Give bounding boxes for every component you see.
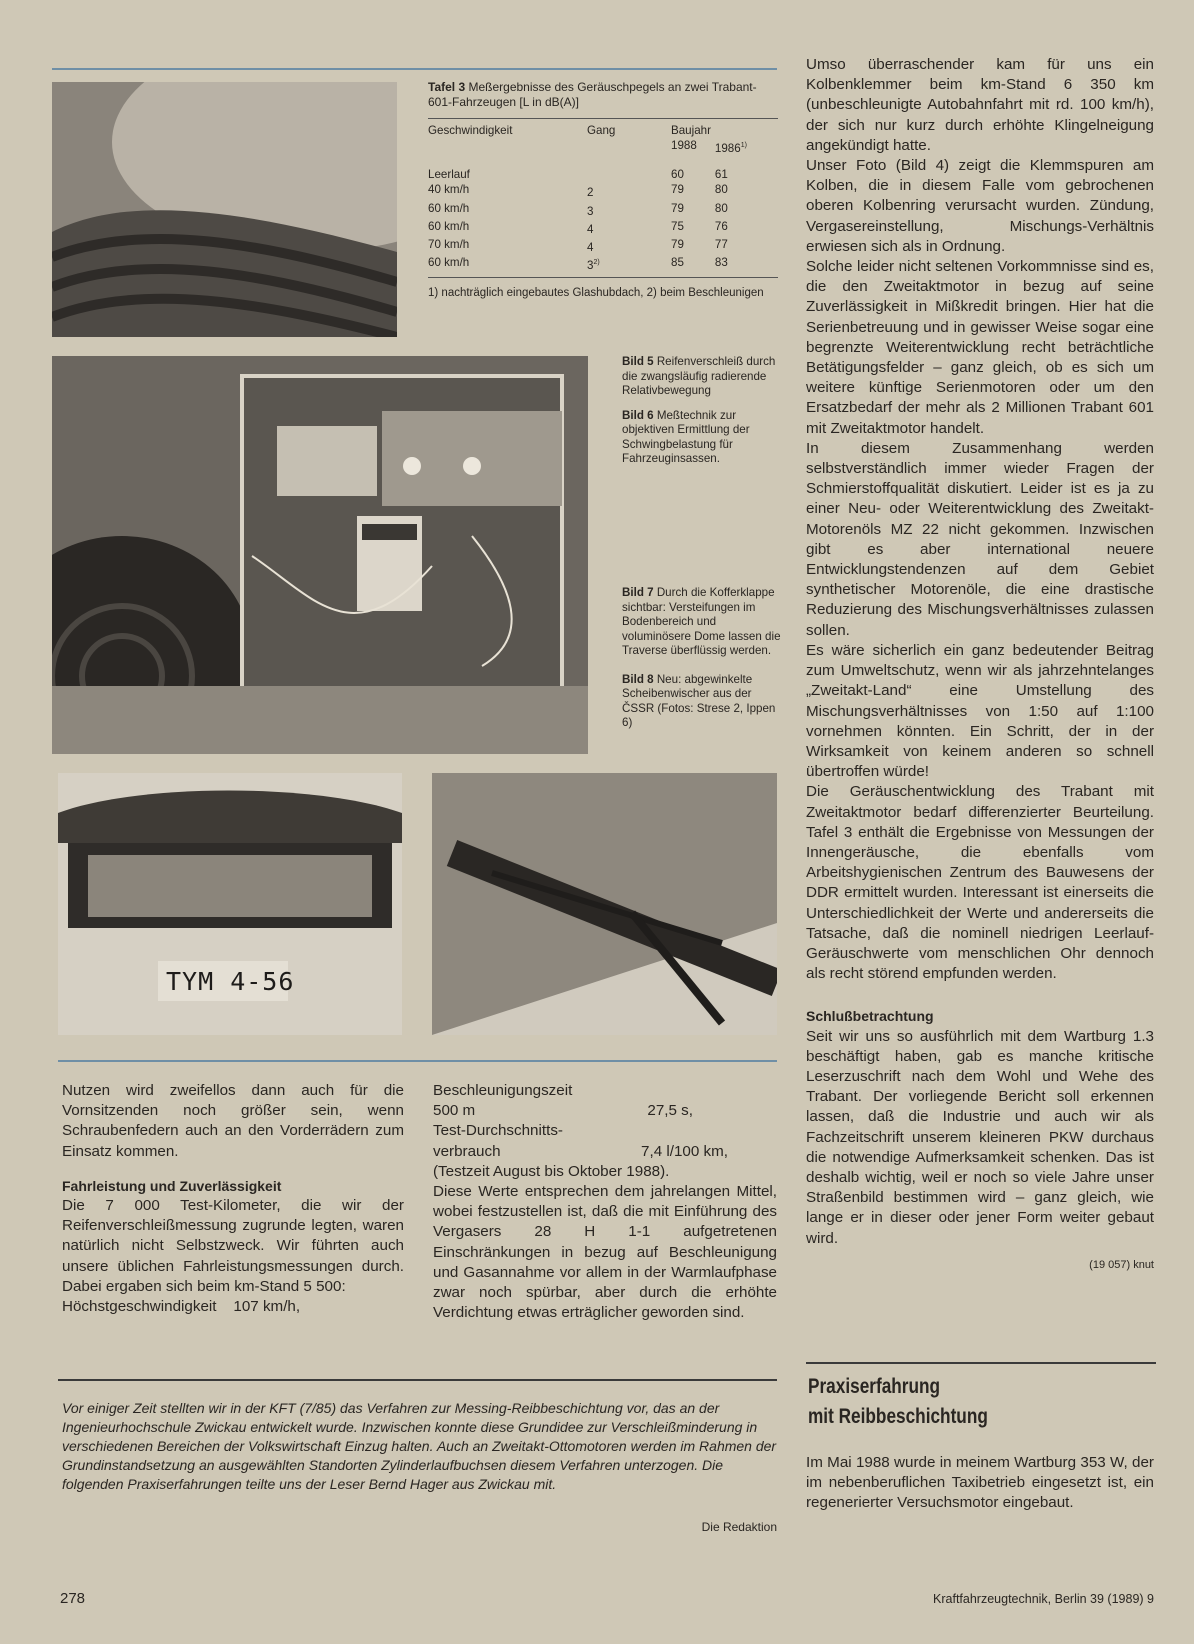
measurement-photo (52, 356, 588, 754)
page-number: 278 (60, 1590, 86, 1607)
right-para-5: Es wäre sicherlich ein ganz bedeutender Beitrag zum Umweltschutz, wenn wir als jahrzehntelanges „Zweitakt-Land“ eine Umstellung des Mischungsverhältnisses von 1:50 auf 1:100 vornehmen könnten. Ein Schritt, der in der Wirksamkeit von keinem anderen so schnell übertroffen würde! (806, 641, 1154, 781)
right-column (806, 55, 1154, 1275)
praxis-text: Im Mai 1988 wurde in meinem Wartburg 353 W, der im nebenberuflichen Taxibetrieb eingesetzt ist, ein regenerierter Versuchsmotor eingebaut. (806, 1454, 1154, 1512)
accel-row: 500 m 27,5 s, (433, 1102, 693, 1120)
caption-bild7: Bild 7 Durch die Kofferklappe sichtbar: Versteifungen im Bodenbereich und voluminösere Dome lassen die Traverse überflüssig werden. (622, 586, 781, 657)
praxis-title-line1: Praxiserfahrung (808, 1375, 941, 1398)
right-para-7: Seit wir uns so ausführlich mit dem Wartburg 1.3 beschäftigt haben, gab es manche kritische Leserzuschrift nach dem Wohl und Wehe des Trabant. Der vorliegende Bericht soll erkennen lassen, daß die Industrie und auch wir als Fachzeitschrift unserem kleineren PKW durchaus die notwendige Aufmerksamkeit schenken. Das ist deshalb wichtig, weil er noch so viele Jahre unser Straßenbild bestimmen wird – ganz gleich, wie lange er in dieser oder jener Form weiter gebaut wird. (806, 1027, 1154, 1247)
table3-body (428, 167, 768, 273)
table3-row (428, 255, 768, 273)
table3-cell-gear (587, 167, 671, 182)
captions-block (622, 355, 782, 477)
table3-cell-v1: 75 (671, 219, 684, 233)
table3-row (428, 201, 768, 219)
measurement-illustration (52, 356, 588, 754)
table3-cell-v1: 79 (671, 237, 684, 251)
tire-photo (52, 82, 397, 337)
consumption-row: verbrauch 7,4 l/100 km, (433, 1142, 728, 1160)
table3-row (428, 167, 768, 182)
table3-cell-v1: 79 (671, 201, 684, 215)
table3-block (428, 80, 778, 301)
table3-title: Meßergebnisse des Geräuschpegels an zwei Trabant-601-Fahrzeugen [L in dB(A)] (428, 80, 757, 109)
table3-row (428, 182, 768, 200)
left-column (62, 1081, 404, 1317)
right-para-6: Die Geräuschentwicklung des Trabant mit Zweitaktmotor bedarf differenzierter Beurteilung. Tafel 3 enthält die Ergebnisse von Messungen der Innengeräusche, die ebenfalls vom Arbeitshygienischen Zentrum des Bauwesens der DDR ermittelt wurden. Interessant ist einerseits die Unterschiedlichkeit der Werte und andererseits die Tatsache, daß die nominell niedrigen Leerlauf-Geräuschwerte vom menschlichen Ohr dennoch als recht störend empfunden werden. (806, 783, 1154, 983)
table3-cell-gear: 4 (587, 240, 594, 254)
right-para-3: Solche leider nicht seltenen Vorkommnisse sind es, die den Zweitaktmotor in bezug auf seine Zuverlässigkeit in Mißkredit bringen. Hier hat die Serienbetreuung und in gewisser Weise sogar eine begrenzte Weiterentwicklung recht beträchtliche Betätigungsfelder – ganz gleich, ob es sich um weitere künftige Serienmotoren oder um den Ersatzbedarf der mehr als 2 Millionen Trabant 601 mit Zweitaktmotor handelt. (806, 258, 1154, 437)
praxis-title (808, 1372, 988, 1432)
tire-illustration (52, 82, 397, 337)
table3-cell-v2: 80 (714, 201, 728, 215)
table3-header (428, 123, 768, 138)
col-year-header: Baujahr (671, 124, 711, 137)
year2-header: 1986$^{1)}$ (714, 142, 747, 156)
praxis-title-line2: mit Reibbeschichtung (808, 1405, 988, 1428)
test-period: (Testzeit August bis Oktober 1988). (433, 1162, 670, 1180)
table3-caption (428, 80, 778, 110)
table3-cell-v2: 76 (714, 219, 728, 233)
table3-cell-speed: 60 km/h (428, 255, 470, 269)
vmax-row: Höchstgeschwindigkeit 107 km/h, (62, 1298, 301, 1316)
caption-bild5: Bild 5 Reifenverschleiß durch die zwangsläufig radierende Relativbewegung (622, 355, 776, 397)
table3-subheader (428, 138, 768, 156)
table3-cell-v1: 79 (671, 183, 684, 197)
captions-block-2 (622, 586, 782, 741)
table3 (428, 123, 768, 273)
table3-label: Tafel 3 (428, 80, 466, 94)
wiper-illustration (432, 773, 777, 1035)
table3-cell-gear: 3$^{2)}$ (587, 258, 600, 272)
journal-footer: Kraftfahrzeugtechnik, Berlin 39 (1989) 9 (933, 1592, 1154, 1606)
editorial-signature: Die Redaktion (701, 1520, 777, 1534)
table3-bottom-rule (428, 277, 778, 278)
table3-cell-v1: 85 (671, 255, 684, 269)
gear-footnote: 2) (593, 258, 600, 266)
right-para-2: Unser Foto (Bild 4) zeigt die Klemmspuren am Kolben, die in diesem Falle vom gebrochenen oberen Kolbenring verursacht wurden. Zündung, Vergasereinstellung, Mischungs-Verhältnis erwiesen sich als in Ordnung. (806, 157, 1154, 255)
middle-column (433, 1081, 777, 1323)
table3-row (428, 219, 768, 237)
performance-heading: Fahrleistung und Zuverlässigkeit (62, 1177, 282, 1194)
conclusion-heading: Schlußbetrachtung (806, 1008, 934, 1025)
right-para-4: In diesem Zusammenhang werden selbstverständlich immer wieder Fragen der Schmierstoffqualität diskutiert. Leider ist es ja zu einer Neu- oder Weiterentwicklung des Zweitakt-Motorenöls MZ 22 nicht gekommen. Inzwischen gibt es aber international neuere Entwicklungstendenzen auf dem Gebiet synthetischer Motorenöle, die eine drastische Reduzierung des Mischungsverhältnisses zulassen sollen. (806, 439, 1154, 639)
top-rule (52, 68, 777, 70)
table3-cell-speed: Leerlauf (428, 168, 470, 182)
middle-para-1: Diese Werte entsprechen dem jahrelangen Mittel, wobei festzustellen ist, daß die mit Einführung des Vergasers 28 H 1-1 aufgetretenen Einschränkungen in bezug auf Beschleunigung und Gasannahme vor allem in der Warmlaufphase zwar noch spürbar, aber durch die erhöhte Verdichtung etwas erträglicher geworden sind. (433, 1183, 777, 1322)
left-para-1: Nutzen wird zweifellos dann auch für die Vornsitzenden noch größer sein, wenn Schraubenfedern auch an den Vorderrädern zum Einsatz kommen. (62, 1082, 404, 1160)
intro-text: Vor einiger Zeit stellten wir in der KFT (7/85) das Verfahren zur Messing-Reibbeschichtung vor, das an der Ingenieurhochschule Zwickau entwickelt wurde. Inzwischen konnte diese Grundidee zur Verschleißminderung in verschiedenen Bereichen der Volkswirtschaft Einzug halten. Auch an Zweitakt-Ottomotoren werden im Rahmen der Grundinstandsetzung an ausgewählten Standorten Zylinderlaufbuchsen diesem Verfahren unterzogen. Die folgenden Praxiserfahrungen teilte uns der Leser Bernd Hager aus Zwickau mit. (62, 1400, 777, 1492)
table3-cell-v2: 61 (714, 168, 728, 182)
table3-cell-speed: 40 km/h (428, 183, 470, 197)
table3-cell-v2: 80 (714, 183, 728, 197)
article-reference: (19 057) knut (1089, 1258, 1154, 1271)
caption-bild6: Bild 6 Meßtechnik zur objektiven Ermittlung der Schwingbelastung für Fahrzeuginsassen. (622, 408, 750, 465)
caption-bild8: Bild 8 Neu: abgewinkelte Scheibenwischer aus der ČSSR (Fotos: Strese 2, Ippen 6) (622, 672, 776, 729)
right-para-1: Umso überraschender kam für uns ein Kolbenklemmer beim km-Stand 6 350 km (unbeschleunigte Autobahnfahrt mit rd. 100 km/h), der sich nur kurz durch erhöhte Klingelneigung angekündigt hatte. (806, 56, 1154, 154)
table3-footnote: 1) nachträglich eingebautes Glashubdach, 2) beim Beschleunigen (428, 286, 764, 299)
table3-cell-v1: 60 (671, 168, 684, 182)
table3-cell-speed: 60 km/h (428, 219, 470, 233)
col-speed-header: Geschwindigkeit (428, 124, 513, 137)
col-gear-header: Gang (587, 124, 616, 137)
table3-cell-gear: 2 (587, 186, 594, 200)
intro-rule (58, 1379, 777, 1381)
table3-cell-speed: 60 km/h (428, 201, 470, 215)
table3-cell-v2: 77 (714, 237, 728, 251)
accel-label: Beschleunigungszeit (433, 1082, 573, 1099)
wiper-photo (432, 773, 777, 1035)
trunk-photo (58, 773, 402, 1035)
year1-header: 1988 (671, 139, 697, 153)
consumption-label: Test-Durchschnitts- (433, 1122, 563, 1140)
table3-row (428, 237, 768, 255)
license-plate: TYM 4-56 (166, 967, 295, 996)
table3-cell-gear: 4 (587, 222, 594, 236)
praxis-rule (806, 1362, 1156, 1364)
table3-cell-gear: 3 (587, 204, 594, 218)
lower-rule (58, 1060, 777, 1062)
table3-cell-v2: 83 (714, 255, 728, 269)
table3-cell-speed: 70 km/h (428, 237, 470, 251)
table3-rule (428, 118, 778, 119)
left-para-2: Die 7 000 Test-Kilometer, die wir der Reifenverschleißmessung zugrunde legten, waren natürlich nicht Selbstzweck. Wir führten auch unsere üblichen Fahrleistungsmessungen durch. Dabei ergaben sich beim km-Stand 5 500: (62, 1197, 404, 1295)
